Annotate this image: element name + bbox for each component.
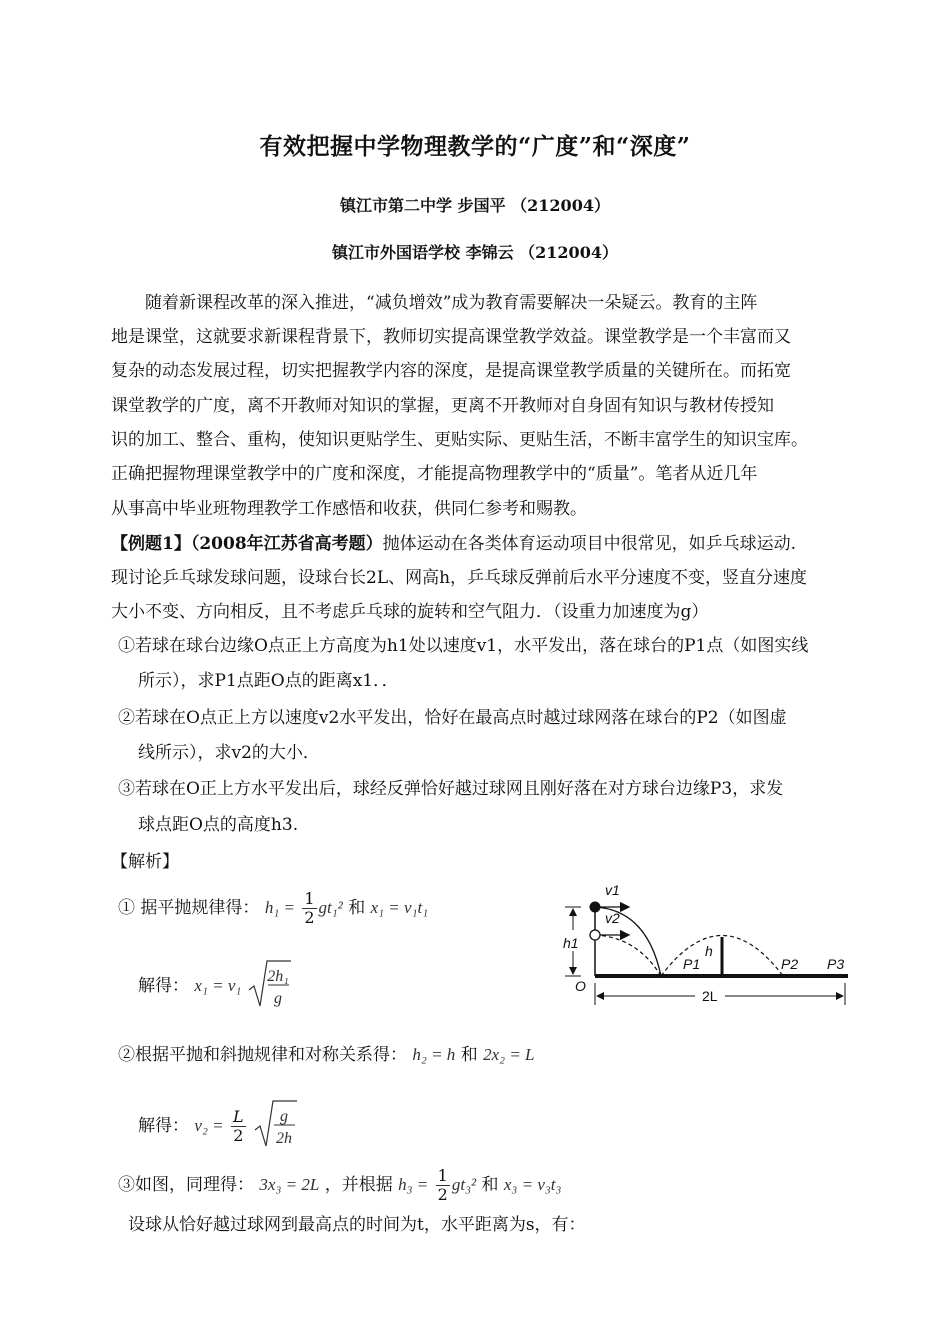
intro-line: 从事高中毕业班物理教学工作感悟和收获，供同仁参考和赐教。 <box>111 499 587 519</box>
question-3-a: ③若球在O正上方水平发出后，球经反弹恰好越过球网且刚好落在对方球台边缘P3，求发 <box>118 779 784 799</box>
question-2-b: 线所示），求v2的大小． <box>138 743 320 763</box>
intro-line: 识的加工、整合、重构，使知识更贴学生、更贴实际、更贴生活，不断丰富学生的知识宝库。 <box>111 430 808 450</box>
numerator: 1 <box>304 889 315 908</box>
solution-3 <box>118 1167 561 1204</box>
solution-2-result <box>138 1098 299 1155</box>
formula-x3: x₃ = v₃t₃ <box>503 1175 562 1194</box>
label-v2: v2 <box>605 910 620 926</box>
ball-solid <box>590 902 601 913</box>
author-line-2: 镇江市外国语学校 李锦云 （212004） <box>332 243 618 262</box>
label-P2: P2 <box>781 956 799 972</box>
question-3-b: 球点距O点的高度h3. <box>138 815 299 835</box>
example-stem-2: 现讨论乒乓球发球问题，设球台长2L、网高h，乒乓球反弹前后水平分速度不变，竖直分速度 <box>111 568 808 588</box>
label-P1: P1 <box>683 956 701 972</box>
example-label: 【例题1】 <box>111 534 191 554</box>
formula-gt3: gt₃² <box>451 1175 477 1194</box>
conjunction: 和 <box>481 1175 499 1195</box>
intro-line: 正确把握物理课堂教学中的广度和深度，才能提高物理教学中的“质量”。笔者从近几年 <box>111 464 758 484</box>
conjunction: 和 <box>348 898 366 918</box>
solution-1-result <box>138 958 293 1015</box>
label-h1: h1 <box>563 935 579 951</box>
denominator: 2 <box>304 908 315 927</box>
solve-label: 解得： <box>138 976 189 996</box>
sqrt-denominator: 2h <box>276 1130 293 1147</box>
solution-2-label: ②根据平抛和斜抛规律和对称关系得： <box>118 1045 407 1065</box>
page-title: 有效把握中学物理教学的“广度”和“深度” <box>259 133 691 160</box>
conjunction: 和 <box>460 1045 478 1065</box>
intro-line: 复杂的动态发展过程，切实把握教学内容的深度，是提高课堂教学质量的关键所在。而拓宽 <box>111 361 791 381</box>
example-stem-3: 大小不变、方向相反，且不考虑乒乓球的旋转和空气阻力．（设重力加速度为g） <box>111 602 709 622</box>
intro-line: 地是课堂，这就要求新课程背景下，教师切实提高课堂教学效益。课堂教学是一个丰富而又 <box>111 327 791 347</box>
formula-v2: v₂ = <box>194 1116 224 1135</box>
solution-1 <box>118 890 428 927</box>
label-P3: P3 <box>827 956 845 972</box>
sqrt-icon <box>253 1098 299 1150</box>
intro-line: 课堂教学的广度，离不开教师对知识的掌握，更离不开教师对自身固有知识与教材传授知 <box>111 396 774 416</box>
formula-3x3: 3x₃ = 2L <box>259 1175 320 1194</box>
author-line-1: 镇江市第二中学 步国平 （212004） <box>340 196 610 215</box>
example-text: 抛体运动在各类体育运动项目中很常见，如乒乓球运动. <box>382 534 797 554</box>
label-v1: v1 <box>605 882 620 898</box>
formula-h2: h₂ = h <box>412 1045 456 1064</box>
question-1-b: 所示），求P1点距O点的距离x1．． <box>138 671 399 691</box>
formula-x2: 2x₂ = L <box>483 1045 535 1064</box>
formula-x1-result: x₁ = v₁ <box>194 976 242 995</box>
solution-1-label: ① 据平抛规律得： <box>118 898 260 918</box>
sqrt-icon <box>247 958 293 1010</box>
sqrt-denominator: g <box>273 990 282 1007</box>
formula-x1: x₁ = v₁t₁ <box>370 898 429 917</box>
solution-2 <box>118 1040 535 1065</box>
formula-gt1: gt₁² <box>318 898 343 917</box>
solution-3-label: ③如图，同理得： <box>118 1175 254 1195</box>
solve-label: 解得： <box>138 1116 189 1136</box>
question-1-a: ①若球在球台边缘O点正上方高度为h1处以速度v1，水平发出，落在球台的P1点（如图实线 <box>118 636 809 656</box>
sqrt-numerator: g <box>280 1108 289 1125</box>
analysis-last-line: 设球从恰好越过球网到最高点的时间为t，水平距离为s，有： <box>128 1215 586 1235</box>
sqrt-sign <box>253 1098 299 1155</box>
fraction-L-2 <box>231 1108 246 1145</box>
formula-h3: h₃ = <box>398 1175 429 1194</box>
numerator: 1 <box>437 1166 448 1185</box>
denominator: 2 <box>233 1126 244 1145</box>
label-h: h <box>705 943 713 959</box>
example-stem-1 <box>111 529 796 554</box>
table-tennis-diagram <box>555 875 865 1010</box>
intro-line: 随着新课程改革的深入推进，“减负增效”成为教育需要解决一朵疑云。教育的主阵 <box>145 293 758 313</box>
sqrt-sign <box>247 958 293 1015</box>
fraction-half <box>436 1167 450 1204</box>
dashed-trajectory-1 <box>595 935 661 976</box>
numerator: L <box>233 1107 244 1126</box>
sqrt-numerator: 2h₁ <box>266 968 289 985</box>
ball-hollow <box>590 930 600 940</box>
label-2L: 2L <box>702 988 718 1004</box>
solution-3-mid: ，并根据 <box>324 1175 393 1195</box>
question-2-a: ②若球在O点正上方以速度v2水平发出，恰好在最高点时越过球网落在球台的P2（如图虚 <box>118 708 787 728</box>
fraction-half <box>302 890 316 927</box>
analysis-heading: 【解析】 <box>111 852 179 872</box>
formula-h1: h₁ = <box>264 898 295 917</box>
denominator: 2 <box>437 1185 448 1204</box>
label-O: O <box>575 978 586 994</box>
example-source: （2008年江苏省高考题） <box>190 534 383 554</box>
